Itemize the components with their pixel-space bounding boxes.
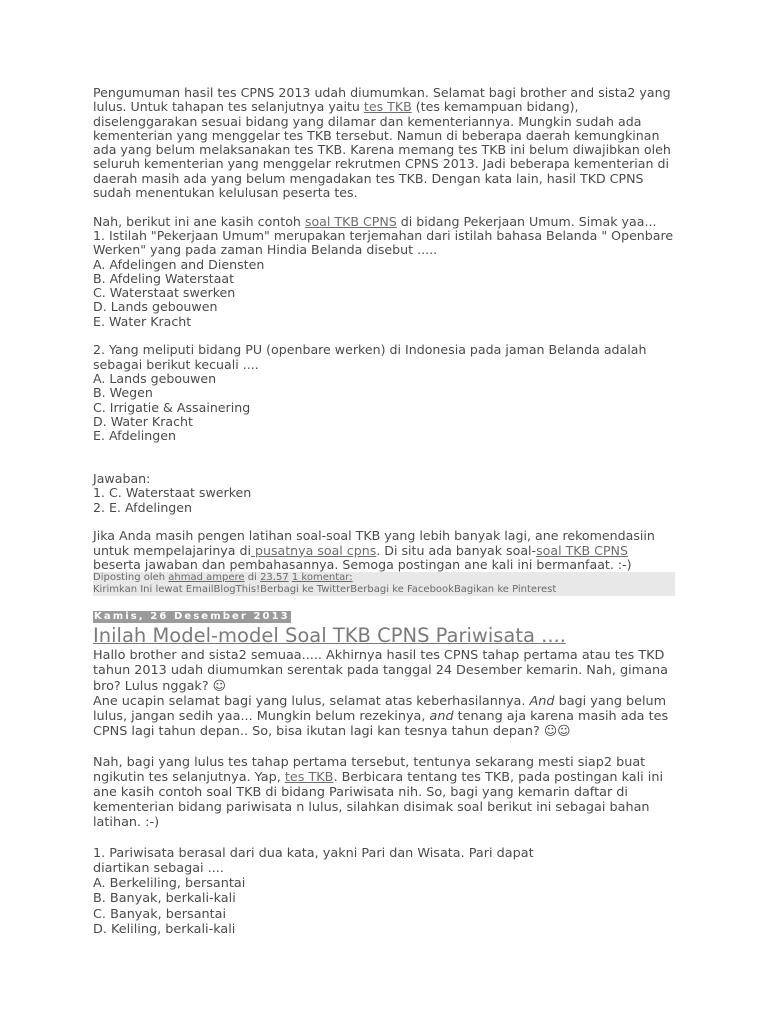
option-b: B. Banyak, berkali-kali	[93, 891, 236, 907]
blog-content	[93, 86, 675, 937]
congrats-paragraph	[93, 694, 675, 740]
post-title-link[interactable]: Inilah Model-model Soal TKB CPNS Pariwisata ....	[93, 624, 566, 648]
option-c: C. Irrigatie & Assainering	[93, 399, 251, 415]
emphasis-and: And	[529, 693, 555, 709]
post-meta	[93, 572, 675, 584]
post-footer	[93, 572, 675, 596]
congrats-text-mid: bagi yang belum lulus, jangan sedih yaa... Mungkin belum rezekinya,	[93, 693, 667, 724]
congrats-text: Ane ucapin selamat bagi yang lulus, selamat atas keberhasilannya.	[93, 693, 530, 709]
intro-text-start: Pengumuman hasil tes CPNS 2013 udah diumumkan. Selamat bagi brother and sista2 yang lulus. Untuk tahapan tes selanjutnya yaitu	[93, 85, 671, 115]
question-pariwisata-1	[93, 846, 675, 937]
share-links[interactable]: Kirimkan Ini lewat EmailBlogThis!Berbagi ke TwitterBerbagi ke FacebookBagikan ke Pinterest	[93, 583, 557, 595]
option-e: E. Water Kracht	[93, 313, 192, 329]
answer-line: 1. C. Waterstaat swerken	[93, 485, 252, 501]
comments-link[interactable]: 1 komentar:	[291, 572, 353, 584]
post-body-1	[93, 86, 675, 572]
intro-paragraph	[93, 86, 675, 200]
next-test-paragraph	[93, 755, 675, 831]
date-header-row	[93, 608, 675, 622]
example-text-end: di bidang Pekerjaan Umum. Simak yaa...	[396, 213, 657, 229]
closing-text-mid: . Di situ ada banyak soal-	[376, 542, 537, 558]
greeting-paragraph: Hallo brother and sista2 semuaa..... Akhirnya hasil tes CPNS tahap pertama atau tes TKD tahun 2013 udah diumumkan serentak pada tanggal 24 Desember kemarin. Nah, gimana bro? Lulus nggak? ☺	[93, 648, 668, 694]
option-d: D. Keliling, berkali-kali	[93, 921, 236, 937]
question-2	[93, 343, 675, 443]
tes-tkb-link[interactable]: tes TKB	[363, 99, 412, 115]
intro-text-end: (tes kemampuan bidang), diselenggarakan sesuai bidang yang dilamar dan kementeriannya. Mungkin sudah ada kementerian yang menggelar tes TKB tersebut. Namun di beberapa daerah kemungkinan ada yang belum melaksanakan tes TKB. Karena memang tes TKB ini belum diwajibkan oleh seluruh kementerian yang menggelar rekrutmen CPNS 2013. Jadi beberapa kementerian di daerah masih ada yang belum mengadakan tes TKB. Dengan kata lain, hasil TKD CPNS sudah menentukan kelulusan peserta tes.	[93, 99, 671, 201]
option-d: D. Water Kracht	[93, 413, 193, 429]
posted-by-label: Diposting oleh	[93, 572, 169, 584]
example-text: Nah, berikut ini ane kasih contoh	[93, 213, 305, 229]
question-text: 1. Istilah "Pekerjaan Umum" merupakan terjemahan dari istilah bahasa Belanda " Openbare Werken" yang pada zaman Hindia Belanda disebut .....	[93, 227, 674, 258]
post-body-2	[93, 648, 675, 937]
option-c: C. Waterstaat swerken	[93, 285, 236, 301]
question-text: 1. Pariwisata berasal dari dua kata, yakni Pari dan Wisata. Pari dapat diartikan sebagai ....	[93, 845, 534, 876]
option-a: A. Berkeliling, bersantai	[93, 876, 246, 892]
author-link[interactable]: ahmad ampere	[168, 572, 245, 584]
closing-text: Jika Anda masih pengen latihan soal-soal TKB yang lebih banyak lagi, ane rekomendasiin untuk mempelajarinya di	[93, 528, 655, 558]
option-d: D. Lands gebouwen	[93, 299, 218, 315]
at-label: di	[244, 572, 261, 584]
answer-line: 2. E. Afdelingen	[93, 499, 193, 515]
question-text: 2. Yang meliputi bidang PU (openbare werken) di Indonesia pada jaman Belanda adalah sebagai berikut kecuali ....	[93, 342, 647, 372]
closing-paragraph	[93, 529, 675, 572]
answer-key	[93, 472, 675, 515]
timestamp-link[interactable]: 23.57	[260, 572, 289, 584]
next-test-text-end: . Berbicara tentang tes TKB, pada postingan kali ini ane kasih contoh soal TKB di bidang Pariwisata nih. So, bagi yang kemarin daftar di kementerian bidang pariwisata n lulus, silahkan disimak soal berikut ini sebagai bahan latihan. :-)	[93, 769, 664, 831]
date-header: Kamis, 26 Desember 2013	[94, 611, 290, 623]
option-b: B. Afdeling Waterstaat	[93, 270, 235, 286]
congrats-text-end: tenang aja karena masih ada tes CPNS lagi tahun depan.. So, bisa ikutan lagi kan tesnya tahun depan? ☺☺	[93, 708, 669, 740]
example-intro	[93, 215, 675, 229]
option-b: B. Wegen	[93, 385, 153, 401]
option-a: A. Afdelingen and Diensten	[93, 256, 265, 272]
option-e: E. Afdelingen	[93, 428, 177, 444]
emphasis-and-2: and	[429, 708, 454, 724]
option-c: C. Banyak, bersantai	[93, 906, 227, 922]
soal-tkb-cpns-link[interactable]: soal TKB CPNS	[304, 213, 397, 229]
answer-heading: Jawaban:	[93, 471, 151, 487]
closing-text-end: beserta jawaban dan pembahasannya. Semoga postingan ane kali ini bermanfaat. :-)	[93, 556, 632, 572]
soal-tkb-cpns-link-2[interactable]: soal TKB CPNS	[536, 542, 628, 558]
tes-tkb-link-2[interactable]: tes TKB	[284, 769, 334, 785]
next-test-text: Nah, bagi yang lulus tes tahap pertama tersebut, tentunya sekarang mesti siap2 buat ngikutin tes selanjutnya. Yap,	[93, 754, 646, 785]
pusat-soal-cpns-link[interactable]: pusatnya soal cpns	[250, 542, 377, 558]
option-a: A. Lands gebouwen	[93, 370, 217, 386]
question-1	[93, 229, 675, 329]
post-title	[93, 625, 675, 647]
